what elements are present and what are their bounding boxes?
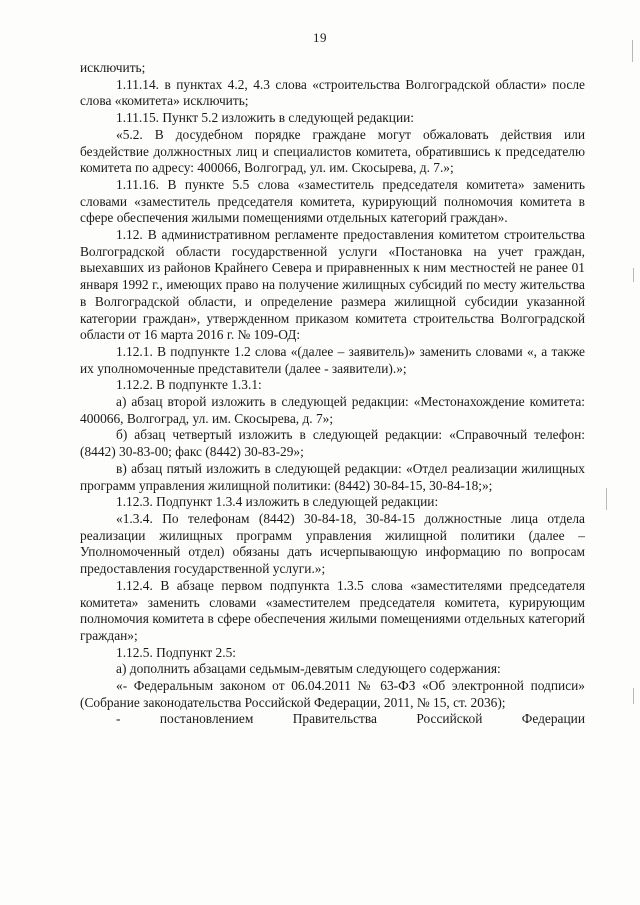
paragraph: 1.12.3. Подпункт 1.3.4 изложить в следующей редакции: (116, 494, 439, 510)
page-number: 19 (313, 30, 327, 45)
paragraph: в) абзац пятый изложить в следующей редакции: «Отдел реализации жилищных программ управления жилищной политики: (8442) 30-84-15, 30-84-18;»; (80, 460, 585, 493)
paragraph: 1.12.5. Подпункт 2.5: (116, 644, 236, 660)
scan-artifact-line (633, 688, 634, 704)
paragraph: 1.12. В административном регламенте предоставления комитетом строительства Волгоградской области государственной услуги «Постановка на учет граждан, выехавших из районов Крайнего Севера и приравненных к ним местностей не ранее 01 января 1992 г., имеющих право на получение жилищных субсидий по месту жительства в Волгоградской области, и определение размера жилищной субсидии указанной категории граждан», утвержденном приказом комитета строительства Волгоградской области от 16 марта 2016 г. № 109-ОД: (80, 227, 585, 343)
paragraph: а) абзац второй изложить в следующей редакции: «Местонахождение комитета: 400066, Волгоград, ул. им. Скосырева, д. 7»; (80, 394, 585, 426)
paragraph: исключить; (80, 60, 146, 75)
paragraph: 1.12.4. В абзаце первом подпункта 1.3.5 слова «заместителями председателя комитета» заменить словами «заместителем председателя комитета, курирующим полномочия комитета в сфере обеспечения жилыми помещениями отдельных категорий граждан»; (80, 577, 585, 643)
paragraph: 1.11.15. Пункт 5.2 изложить в следующей редакции: (116, 110, 415, 126)
document-body (80, 60, 585, 728)
scan-artifact-line (633, 268, 634, 282)
paragraph: 1.12.1. В подпункте 1.2 слова «(далее – заявитель)» заменить словами «, а также их уполномоченные представители (далее - заявители).»; (80, 343, 585, 376)
scan-artifact-line (606, 488, 607, 510)
paragraph: - постановлением Правительства Российской Федерации (116, 711, 585, 727)
paragraph: «5.2. В досудебном порядке граждане могут обжаловать действия или бездействие должностных лиц и специалистов комитета, обратившись к председателю комитета по адресу: 400066, Волгоград, ул. им. Скосырева, д. 7.»; (80, 126, 585, 176)
paragraph: «1.3.4. По телефонам (8442) 30-84-18, 30-84-15 должностные лица отдела реализации жилищных программ управления жилищной политики (далее – Уполномоченный отдел) обязаны дать исчерпывающую информацию по вопросам предоставления государственной услуги.»; (80, 510, 585, 577)
scan-artifact-line (632, 40, 633, 62)
paragraph: 1.12.2. В подпункте 1.3.1: (116, 377, 262, 393)
paragraph: б) абзац четвертый изложить в следующей редакции: «Справочный телефон: (8442) 30-83-00; факс (8442) 30-83-29»; (80, 427, 585, 460)
paragraph: 1.11.16. В пункте 5.5 слова «заместитель председателя комитета» заменить словами «заместитель председателя комитета, курирующий полномочия комитета в сфере обеспечения жилыми помещениями отдельных категорий граждан». (80, 176, 585, 226)
paragraph: а) дополнить абзацами седьмым-девятым следующего содержания: (116, 661, 501, 677)
paragraph: «- Федеральным законом от 06.04.2011 № 63-ФЗ «Об электронной подписи» (Собрание законодательства Российской Федерации, 2011, № 15, ст. 2036); (80, 678, 585, 710)
paragraph: 1.11.14. в пунктах 4.2, 4.3 слова «строительства Волгоградской области» после слова «комитета» исключить; (80, 76, 585, 109)
